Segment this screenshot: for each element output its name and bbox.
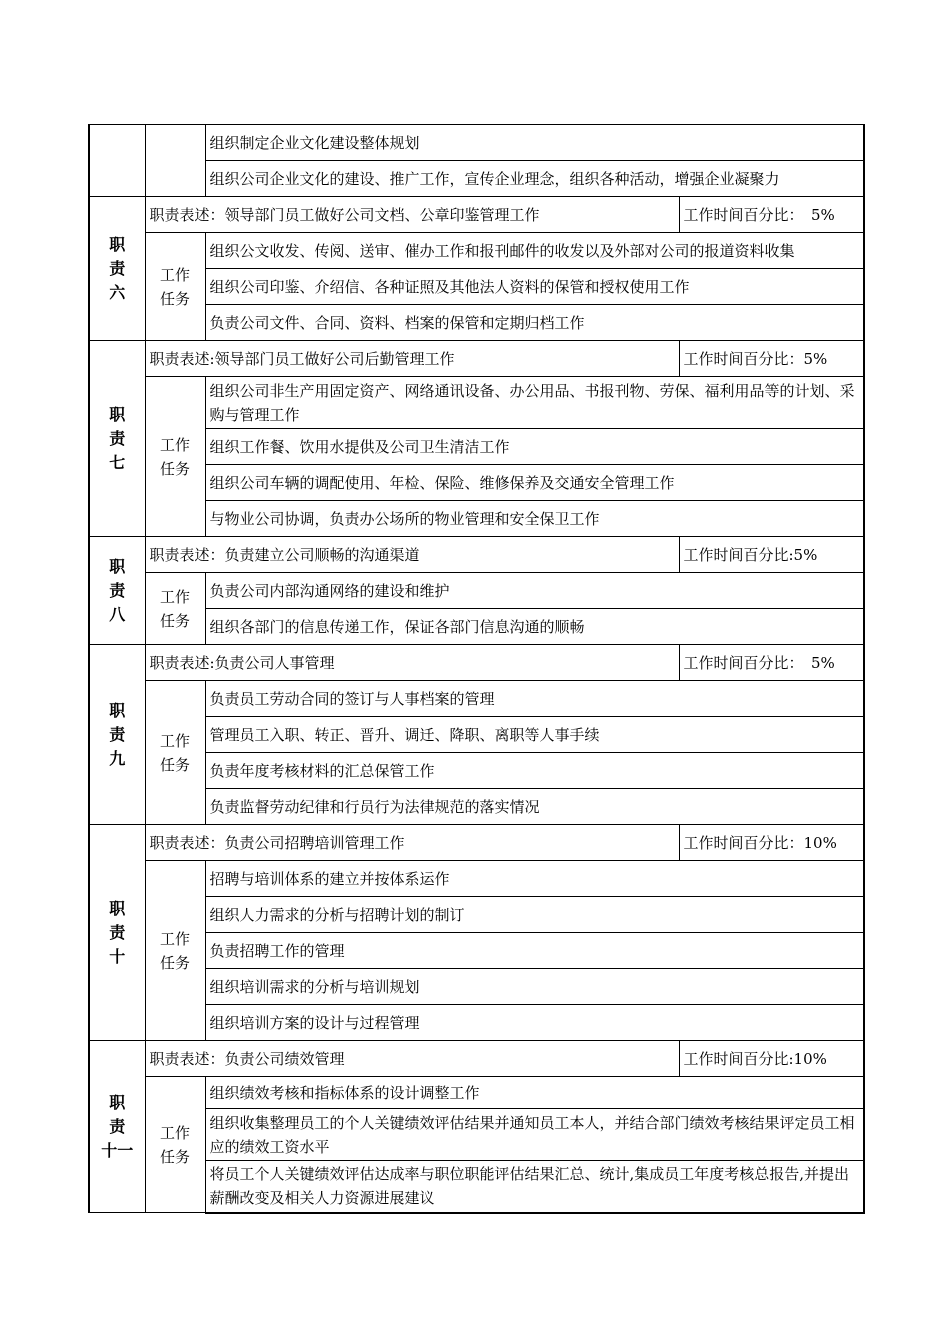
task-label: 工作 任务 — [145, 573, 205, 645]
task-label: 工作 任务 — [145, 377, 205, 537]
duty-description: 职责表述：领导部门员工做好公司文档、公章印鉴管理工作 — [145, 197, 679, 233]
task-item: 管理员工入职、转正、晋升、调迁、降职、离职等人事手续 — [205, 717, 864, 753]
time-percentage: 工作时间百分比：5% — [679, 341, 864, 377]
duty-description: 职责表述：负责公司绩效管理 — [145, 1041, 679, 1077]
task-label: 工作 任务 — [145, 233, 205, 341]
duty-label: 职 责 十一 — [89, 1041, 145, 1213]
task-item: 组织收集整理员工的个人关键绩效评估结果并通知员工本人，并结合部门绩效考核结果评定员工相应的绩效工资水平 — [205, 1109, 864, 1161]
task-item: 组织各部门的信息传递工作，保证各部门信息沟通的顺畅 — [205, 609, 864, 645]
task-label: 工作 任务 — [145, 861, 205, 1041]
time-percentage: 工作时间百分比:10% — [679, 1041, 864, 1077]
task-item: 负责招聘工作的管理 — [205, 933, 864, 969]
task-item: 将员工个人关键绩效评估达成率与职位职能评估结果汇总、统计,集成员工年度考核总报告,并提出薪酬改变及相关人力资源进展建议 — [205, 1161, 864, 1213]
duty-description: 职责表述：负责建立公司顺畅的沟通渠道 — [145, 537, 679, 573]
task-item: 组织公司非生产用固定资产、网络通讯设备、办公用品、书报刊物、劳保、福利用品等的计划、采购与管理工作 — [205, 377, 864, 429]
duty-description: 职责表述：负责公司招聘培训管理工作 — [145, 825, 679, 861]
continuation-task-label — [145, 125, 205, 197]
duty-description: 职责表述:负责公司人事管理 — [145, 645, 679, 681]
duty-label: 职 责 八 — [89, 537, 145, 645]
time-percentage: 工作时间百分比:5% — [679, 537, 864, 573]
duty-description: 职责表述:领导部门员工做好公司后勤管理工作 — [145, 341, 679, 377]
task-item: 组织培训方案的设计与过程管理 — [205, 1005, 864, 1041]
task-item: 负责员工劳动合同的签订与人事档案的管理 — [205, 681, 864, 717]
task-label: 工作 任务 — [145, 1077, 205, 1213]
task-label: 工作 任务 — [145, 681, 205, 825]
task-item: 组织人力需求的分析与招聘计划的制订 — [205, 897, 864, 933]
task-item: 负责年度考核材料的汇总保管工作 — [205, 753, 864, 789]
duty-label: 职 责 九 — [89, 645, 145, 825]
continuation-duty-label — [89, 125, 145, 197]
task-item: 与物业公司协调，负责办公场所的物业管理和安全保卫工作 — [205, 501, 864, 537]
duty-table — [88, 124, 865, 1214]
task-item: 组织公文收发、传阅、送审、催办工作和报刊邮件的收发以及外部对公司的报道资料收集 — [205, 233, 864, 269]
task-item: 负责公司文件、合同、资料、档案的保管和定期归档工作 — [205, 305, 864, 341]
time-percentage: 工作时间百分比： 5% — [679, 197, 864, 233]
duty-label: 职 责 七 — [89, 341, 145, 537]
task-item: 组织公司企业文化的建设、推广工作，宣传企业理念，组织各种活动，增强企业凝聚力 — [205, 161, 864, 197]
task-item: 组织公司车辆的调配使用、年检、保险、维修保养及交通安全管理工作 — [205, 465, 864, 501]
task-item: 组织工作餐、饮用水提供及公司卫生清洁工作 — [205, 429, 864, 465]
duty-label: 职 责 十 — [89, 825, 145, 1041]
task-item: 负责公司内部沟通网络的建设和维护 — [205, 573, 864, 609]
task-item: 组织培训需求的分析与培训规划 — [205, 969, 864, 1005]
time-percentage: 工作时间百分比：10% — [679, 825, 864, 861]
task-item: 招聘与培训体系的建立并按体系运作 — [205, 861, 864, 897]
time-percentage: 工作时间百分比： 5% — [679, 645, 864, 681]
task-item: 组织制定企业文化建设整体规划 — [205, 125, 864, 161]
task-item: 组织绩效考核和指标体系的设计调整工作 — [205, 1077, 864, 1109]
duty-label: 职 责 六 — [89, 197, 145, 341]
task-item: 组织公司印鉴、介绍信、各种证照及其他法人资料的保管和授权使用工作 — [205, 269, 864, 305]
task-item: 负责监督劳动纪律和行员行为法律规范的落实情况 — [205, 789, 864, 825]
